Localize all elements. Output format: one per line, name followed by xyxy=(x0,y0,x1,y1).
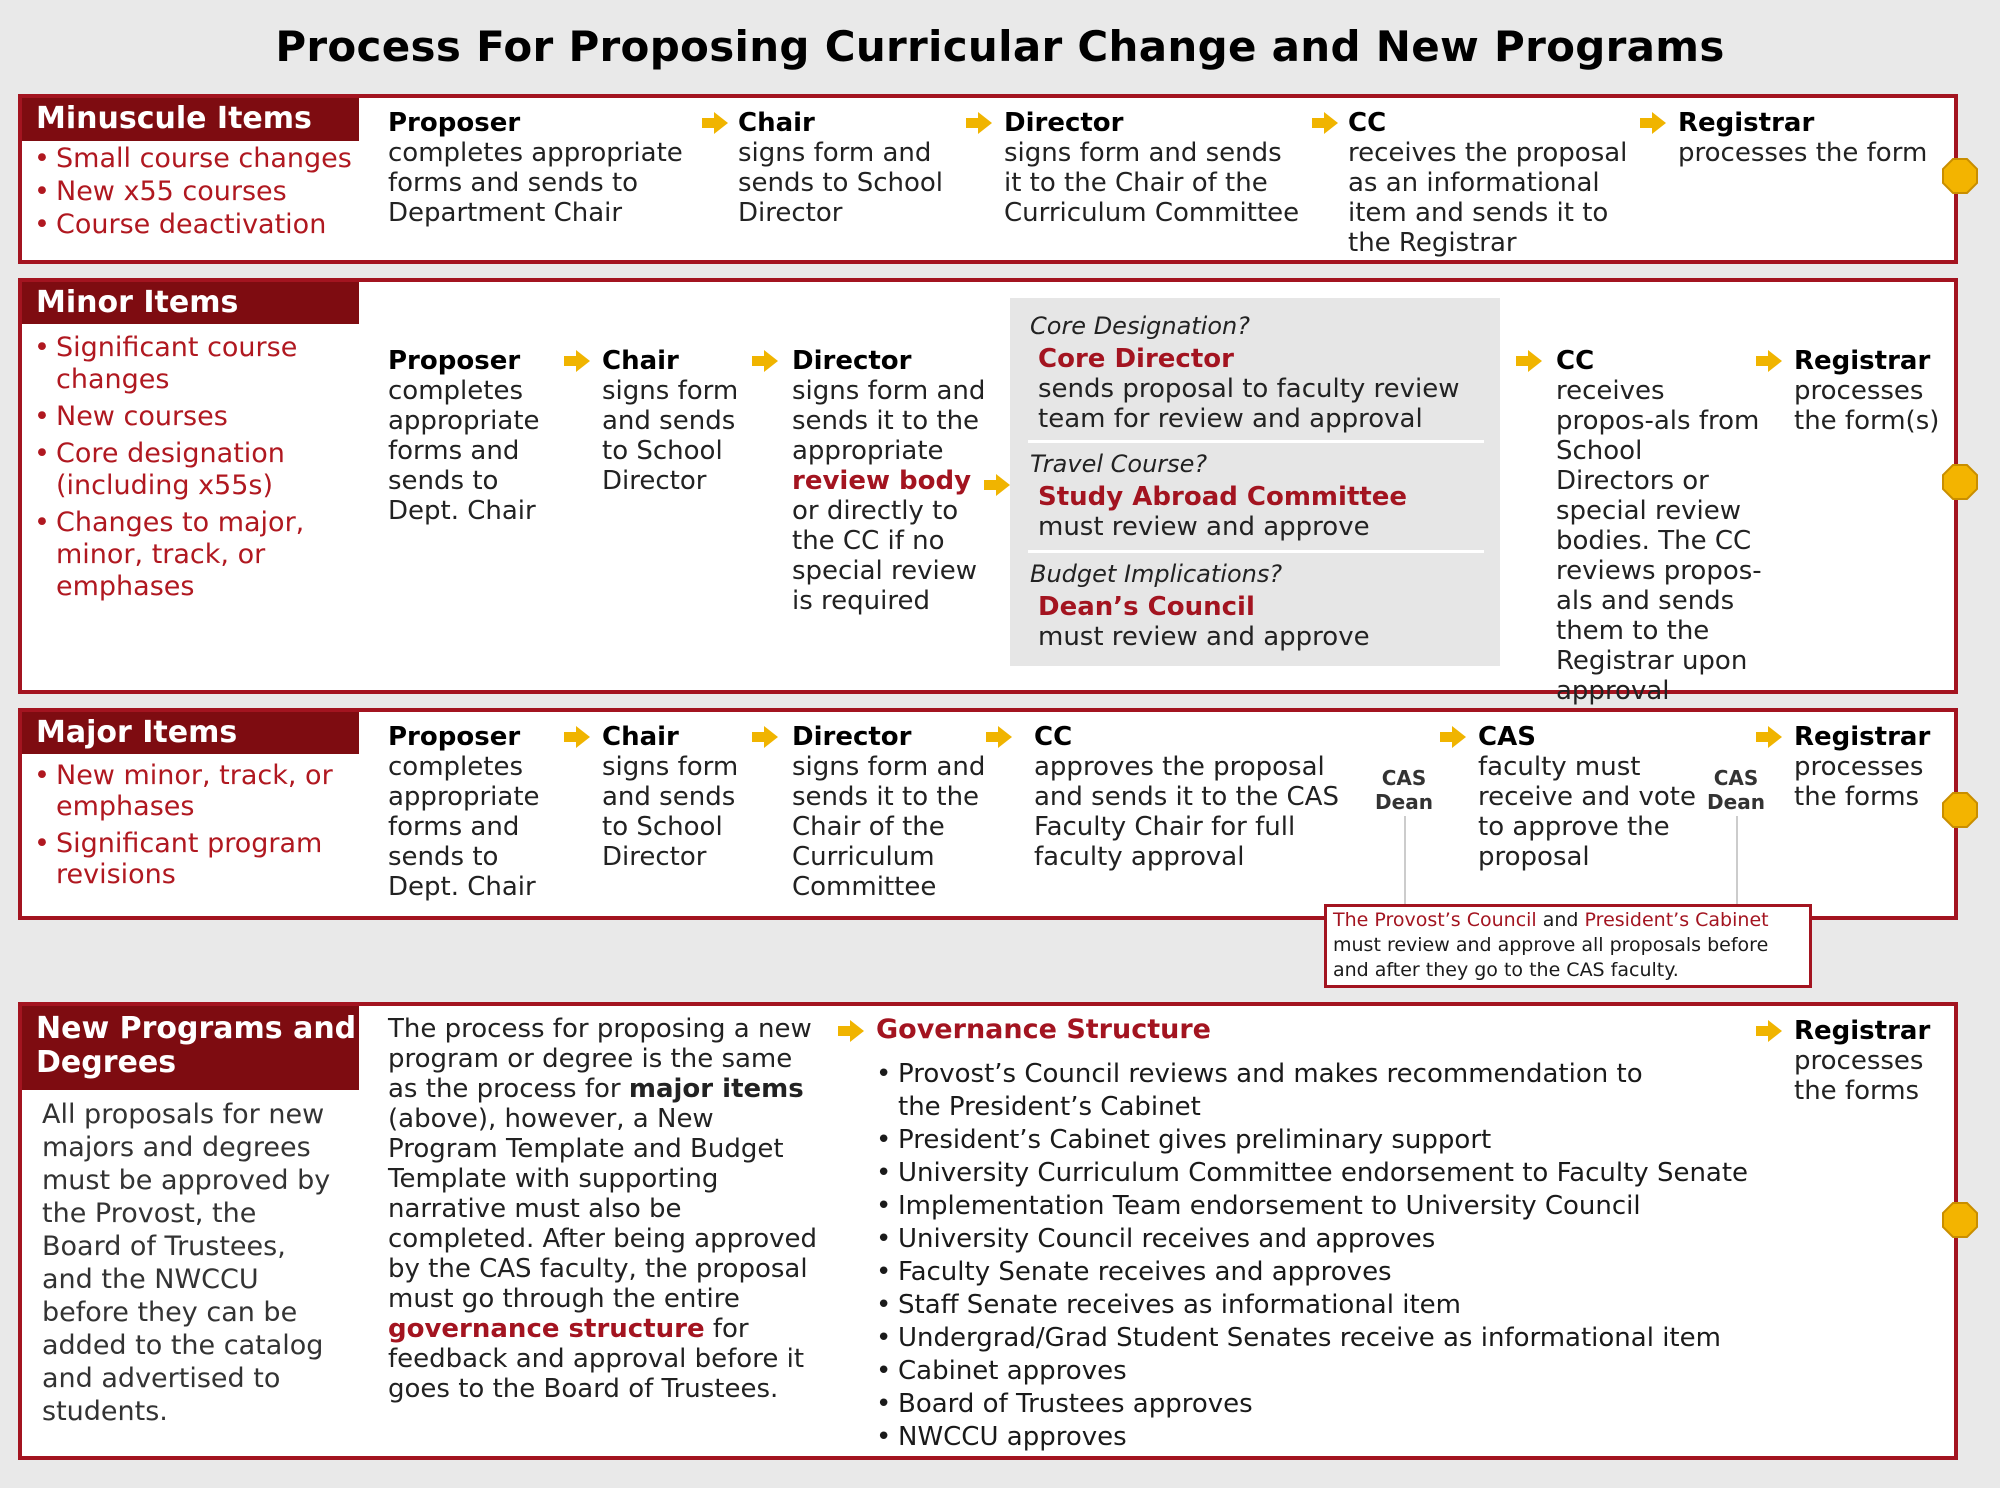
step-title: Registrar xyxy=(1794,1016,1931,1046)
step-text: signs form and sends to School Director xyxy=(738,138,944,228)
step-title: Director xyxy=(792,346,912,376)
list-item: • NWCCU approves xyxy=(876,1421,1748,1454)
minuscule-heading: Minuscule Items xyxy=(22,98,359,141)
provost-council-note xyxy=(1324,904,1812,988)
cas-dean-label: CAS Dean xyxy=(1375,766,1433,814)
arrow-right-icon xyxy=(1516,350,1542,372)
review-body-name: Study Abroad Committee xyxy=(1038,482,1408,512)
step-title: Chair xyxy=(602,722,679,752)
process-text: (above), however, a New Program Template and Budget Template with supporting narrative must also be completed. After being approved by the CAS faculty, the proposal must go through the entire xyxy=(388,1104,817,1314)
list-item: • Core designation (including x55s) xyxy=(32,438,352,502)
step-text: or directly to the CC if no special review is required xyxy=(792,496,977,616)
governance-structure-emphasis: governance structure xyxy=(388,1314,705,1344)
review-bodies-panel xyxy=(1010,298,1500,666)
new-programs-registrar-step xyxy=(1794,1016,1944,1106)
list-item: • Faculty Senate receives and approves xyxy=(876,1256,1748,1289)
arrow-right-icon xyxy=(1640,112,1666,134)
step-title: Registrar xyxy=(1794,346,1931,376)
major-chair-step xyxy=(602,722,742,872)
minor-chair-step xyxy=(602,346,742,496)
step-text: signs form and sends it to the Chair of the Curriculum Committee xyxy=(792,752,986,902)
major-heading: Major Items xyxy=(22,712,359,754)
step-title: Proposer xyxy=(388,722,521,752)
step-title: Director xyxy=(1004,108,1124,138)
minor-director-step xyxy=(792,346,1002,616)
major-registrar-step xyxy=(1794,722,1944,812)
process-text: for feedback and approval before it goes to the Board of Trustees. xyxy=(388,1314,805,1404)
minuscule-bullets xyxy=(32,142,362,241)
connector-dot-icon xyxy=(1942,1202,1978,1238)
arrow-right-icon xyxy=(1312,112,1338,134)
presidents-cabinet-label: President’s Cabinet xyxy=(1584,909,1769,931)
divider xyxy=(1028,550,1484,553)
step-title: Registrar xyxy=(1678,108,1815,138)
arrow-right-icon xyxy=(702,112,728,134)
governance-list xyxy=(876,1058,1748,1454)
review-body-highlight: review body xyxy=(792,466,972,496)
step-title: Chair xyxy=(738,108,815,138)
step-text: processes the forms xyxy=(1794,1046,1924,1106)
step-text: processes the form xyxy=(1678,138,1928,168)
arrow-right-icon xyxy=(966,112,992,134)
step-title: CAS xyxy=(1478,722,1536,752)
list-item: • New minor, track, or emphases xyxy=(32,760,352,822)
page-title: Process For Proposing Curricular Change and New Programs xyxy=(275,22,1725,71)
major-proposer-step xyxy=(388,722,548,902)
list-item: • New courses xyxy=(32,401,352,433)
arrow-right-icon xyxy=(752,350,778,372)
arrow-right-icon xyxy=(984,474,1010,496)
step-text: signs form and sends it to the appropriate xyxy=(792,376,986,466)
arrow-right-icon xyxy=(564,350,590,372)
minuscule-chair-step xyxy=(738,108,978,228)
step-text: processes the form(s) xyxy=(1794,376,1940,436)
list-item: • University Council receives and approves xyxy=(876,1223,1748,1256)
review-body-text: sends proposal to faculty review team for review and approval xyxy=(1038,374,1460,434)
provost-council-label: The Provost’s Council xyxy=(1333,909,1537,931)
step-text: signs form and sends to School Director xyxy=(602,752,739,872)
arrow-right-icon xyxy=(1756,350,1782,372)
list-item: • Small course changes xyxy=(32,142,362,175)
connector-dot-icon xyxy=(1942,792,1978,828)
step-title: CC xyxy=(1034,722,1073,752)
list-item: • President’s Cabinet gives preliminary support xyxy=(876,1124,1748,1157)
note-text: must review and approve all proposals before and after they go to the CAS faculty. xyxy=(1333,934,1769,981)
step-title: Proposer xyxy=(388,346,521,376)
minor-cc-step xyxy=(1556,346,1766,706)
review-body-name: Dean’s Council xyxy=(1038,592,1255,622)
connector-dot-icon xyxy=(1942,158,1978,194)
connector-line xyxy=(1404,816,1406,906)
step-title: Director xyxy=(792,722,912,752)
list-item: • Undergrad/Grad Student Senates receive as informational item xyxy=(876,1322,1748,1355)
step-text: signs form and sends to School Director xyxy=(602,376,739,496)
divider xyxy=(1028,440,1484,443)
arrow-right-icon xyxy=(752,726,778,748)
major-cas-step xyxy=(1478,722,1708,872)
new-programs-summary: All proposals for new majors and degrees must be approved by the Provost, the Board of Trustees, and the NWCCU before they can be added to the catalog and advertised to students. xyxy=(42,1099,331,1427)
review-body-name: Core Director xyxy=(1038,344,1234,374)
step-text: faculty must receive and vote to approve the proposal xyxy=(1478,752,1696,872)
connector-line xyxy=(1736,816,1738,906)
minuscule-director-step xyxy=(1004,108,1304,228)
step-text: completes appropriate forms and sends to Dept. Chair xyxy=(388,376,540,526)
arrow-right-icon xyxy=(838,1020,864,1042)
list-item: • Significant program revisions xyxy=(32,828,352,890)
step-title: Chair xyxy=(602,346,679,376)
minor-proposer-step xyxy=(388,346,548,526)
review-body-text: must review and approve xyxy=(1038,512,1370,542)
step-text: completes appropriate forms and sends to Department Chair xyxy=(388,138,683,228)
minuscule-cc-step xyxy=(1348,108,1638,258)
list-item: • Implementation Team endorsement to University Council xyxy=(876,1190,1748,1223)
minuscule-proposer-step xyxy=(388,108,688,228)
step-text: receives the proposal as an informational item and sends it to the Registrar xyxy=(1348,138,1628,258)
review-question: Budget Implications? xyxy=(1030,560,1283,588)
new-programs-heading: New Programs and Degrees xyxy=(22,1006,359,1090)
arrow-right-icon xyxy=(1440,726,1466,748)
minor-bullets xyxy=(32,332,352,603)
minor-registrar-step xyxy=(1794,346,1944,436)
note-conjunction: and xyxy=(1542,909,1579,931)
governance-title: Governance Structure xyxy=(876,1014,1211,1045)
step-text: receives propos-als from School Directors or special review bodies. The CC reviews propos-als and sends them to the Registrar upon approval xyxy=(1556,376,1762,706)
step-text: processes the forms xyxy=(1794,752,1924,812)
list-item: • Changes to major, minor, track, or emphases xyxy=(32,507,352,603)
cas-dean-label: CAS Dean xyxy=(1707,766,1765,814)
step-title: CC xyxy=(1348,108,1387,138)
review-body-text: must review and approve xyxy=(1038,622,1370,652)
major-cc-step xyxy=(1034,722,1344,872)
new-programs-process xyxy=(388,1014,828,1404)
minuscule-registrar-step xyxy=(1678,108,1938,168)
connector-dot-icon xyxy=(1942,464,1978,500)
list-item: • Course deactivation xyxy=(32,208,362,241)
step-title: Proposer xyxy=(388,108,521,138)
minor-heading: Minor Items xyxy=(22,282,359,324)
list-item: • New x55 courses xyxy=(32,175,362,208)
step-text: approves the proposal and sends it to the CAS Faculty Chair for full faculty approval xyxy=(1034,752,1339,872)
review-question: Core Designation? xyxy=(1030,312,1250,340)
list-item: • Provost’s Council reviews and makes recommendation to the President’s Cabinet xyxy=(876,1058,1678,1124)
arrow-right-icon xyxy=(1756,726,1782,748)
list-item: • Board of Trustees approves xyxy=(876,1388,1748,1421)
major-items-emphasis: major items xyxy=(628,1074,804,1104)
arrow-right-icon xyxy=(564,726,590,748)
list-item: • Staff Senate receives as informational item xyxy=(876,1289,1748,1322)
step-title: Registrar xyxy=(1794,722,1931,752)
arrow-right-icon xyxy=(1756,1020,1782,1042)
step-title: CC xyxy=(1556,346,1595,376)
list-item: • Significant course changes xyxy=(32,332,352,396)
list-item: • Cabinet approves xyxy=(876,1355,1748,1388)
step-text: completes appropriate forms and sends to Dept. Chair xyxy=(388,752,540,902)
list-item: • University Curriculum Committee endorsement to Faculty Senate xyxy=(876,1157,1748,1190)
major-bullets xyxy=(32,760,352,890)
step-text: signs form and sends it to the Chair of the Curriculum Committee xyxy=(1004,138,1300,228)
review-question: Travel Course? xyxy=(1030,450,1208,478)
arrow-right-icon xyxy=(986,726,1012,748)
major-director-step xyxy=(792,722,1002,902)
process-text: The process for proposing a new program or degree is the same as the process for xyxy=(388,1014,812,1104)
